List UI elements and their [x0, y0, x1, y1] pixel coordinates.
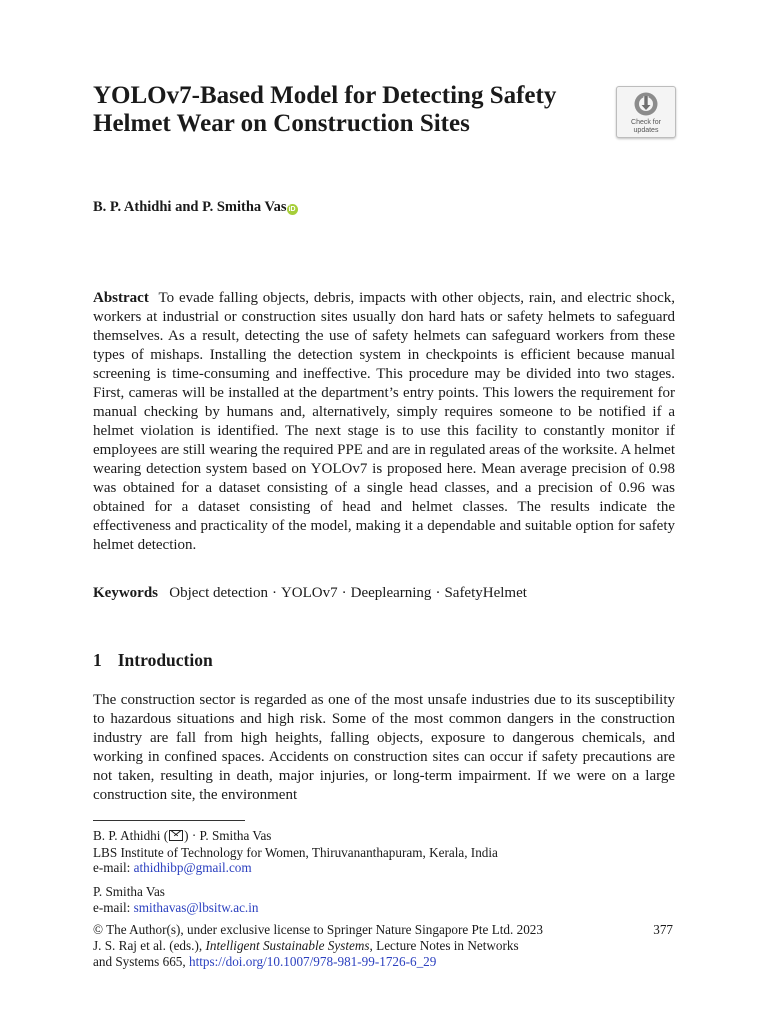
badge-line-1: Check for — [631, 119, 661, 126]
section-number: 1 — [93, 650, 102, 670]
keyword-separator: · — [271, 585, 277, 601]
email-link-1[interactable]: athidhibp@gmail.com — [133, 860, 252, 875]
footnote-affiliation: LBS Institute of Technology for Women, Thiruvananthapuram, Kerala, India — [93, 845, 498, 860]
citation-line — [93, 938, 653, 954]
doi-link[interactable]: https://doi.org/10.1007/978-981-99-1726-6_29 — [188, 954, 437, 969]
introduction-paragraph: The construction sector is regarded as one of the most unsafe industries due to its susceptibility to hazardous situations and high risk. Some of the most common dangers in the construction industry are fall from high heights, falling objects, exposure to dangerous chemicals, and working in confined spaces. Accidents on construction sites can occur if safety precautions are not taken, resulting in death, major injuries, or long-term impairment. If we were on a large construction site, the environment — [93, 692, 675, 803]
envelope-icon — [169, 830, 183, 841]
email-label: e-mail: — [93, 860, 131, 875]
citation-volume: and Systems 665, — [93, 954, 186, 969]
abstract — [93, 289, 675, 555]
footnote-author1 — [93, 828, 653, 844]
keyword-separator: · — [435, 585, 441, 601]
citation-editors: J. S. Raj et al. (eds.), — [93, 938, 203, 953]
copyright-line: © The Author(s), under exclusive license to Springer Nature Singapore Pte Ltd. 2023 — [93, 922, 543, 937]
section-title: Introduction — [117, 650, 213, 670]
footnote-email-2 — [93, 900, 653, 916]
citation-series: , Lecture Notes in Networks — [369, 938, 519, 953]
author1-name: B. P. Athidhi ( — [93, 828, 169, 843]
citation-book-title: Intelligent Sustainable Systems — [205, 938, 370, 953]
abstract-label: Abstract — [93, 290, 149, 306]
abstract-text: To evade falling objects, debris, impacts with other objects, rain, and electric shock, workers at industrial or construction sites usually don hard hats or safety helmets to safeguard themselves. As a result, detecting the use of safety helmets can safeguard workers from these types of mishaps. Installing the detection system in checkpoints is efficient because manual screening is time-consuming and ineffective. This procedure may be divided into two stages. First, cameras will be installed at the department’s entry points. This lowers the requirement for manual checking by humans and, alternatively, simply requires someone to be notified if a helmet violation is identified. The next stage is to use this facility to constantly monitor if employees are still wearing the required PPE and are in regulated areas of the worksite. A helmet wearing detection system based on YOLOv7 is proposed here. Mean average precision of 0.98 was obtained for a dataset consisting of a single head classes, and a precision of 0.96 was obtained for a dataset consisting of head and helmet classes. The results indicate the effectiveness and practicality of the model, making it a dependable and suitable option for safety helmet detection. — [93, 290, 675, 553]
keyword: Deeplearning — [350, 585, 432, 601]
paper-title: YOLOv7-Based Model for Detecting Safety Helmet Wear on Construction Sites — [93, 82, 557, 137]
keyword: SafetyHelmet — [444, 585, 527, 601]
section-heading — [93, 650, 213, 671]
keywords-label: Keywords — [93, 585, 158, 601]
authors-text: B. P. Athidhi and P. Smitha Vas — [93, 199, 287, 215]
email-label: e-mail: — [93, 900, 131, 915]
citation-doi-line — [93, 954, 653, 970]
check-for-updates-icon — [633, 91, 659, 117]
keyword-separator: · — [341, 585, 347, 601]
check-for-updates-badge[interactable] — [616, 86, 676, 138]
author2-name: ) · P. Smitha Vas — [184, 828, 272, 843]
badge-line-2: updates — [633, 127, 659, 134]
footnote-divider — [93, 820, 245, 821]
email-link-2[interactable]: smithavas@lbsitw.ac.in — [133, 900, 259, 915]
page-number: 377 — [653, 922, 673, 937]
orcid-icon[interactable]: iD — [288, 206, 296, 213]
keyword: YOLOv7 — [280, 585, 338, 601]
author-list — [93, 199, 298, 216]
footnote-author2: P. Smitha Vas — [93, 884, 165, 899]
keyword: Object detection — [169, 585, 268, 601]
footnote-email-1 — [93, 860, 653, 876]
keywords — [93, 584, 675, 603]
